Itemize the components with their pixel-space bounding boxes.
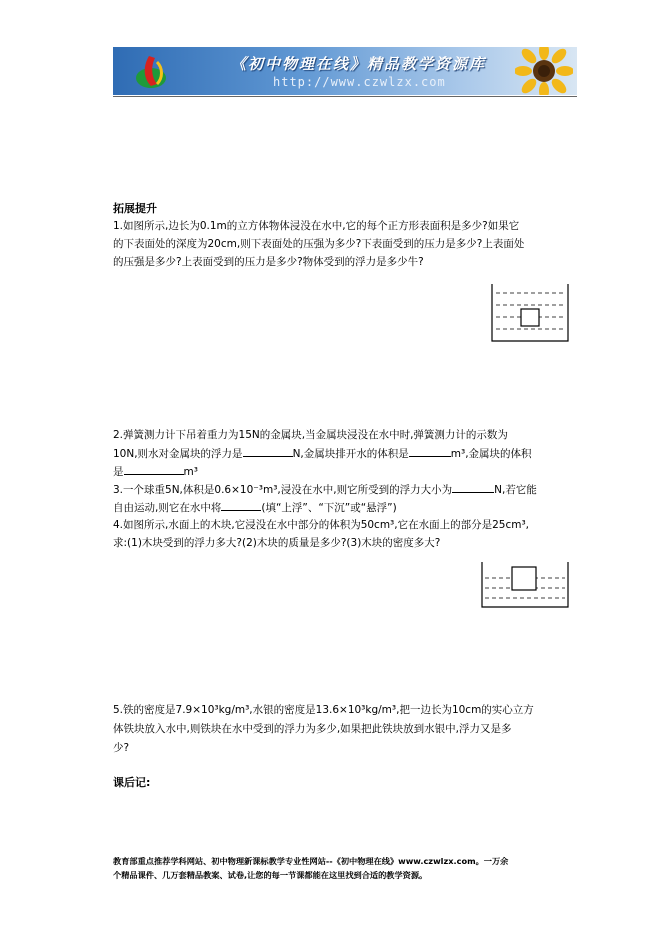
footer-line-2: 个精品课件、几万套精品教案、试卷,让您的每一节课都能在这里找到合适的教学资源。 [113, 870, 428, 880]
q3-blank-state[interactable] [221, 498, 261, 511]
q3-line-2 [113, 498, 575, 518]
beaker-floating-block-diagram [480, 560, 570, 610]
q1-line-2: 的下表面处的深度为20cm,则下表面处的压强为多少?下表面受到的压力是多少?上表面处 [113, 238, 525, 250]
q2-text-a: 10N,则水对金属块的浮力是 [113, 448, 243, 460]
banner-url: http://www.czwlzx.com [273, 75, 446, 89]
q3-blank-buoyancy[interactable] [452, 480, 494, 493]
q3-line-1 [113, 480, 575, 500]
q2-line-2 [113, 444, 575, 464]
q2-text-b: N,金属块排开水的体积是 [292, 448, 409, 460]
q2-line-1: 2.弹簧测力计下吊着重力为15N的金属块,当金属块浸没在水中时,弹簧测力计的示数为 [113, 429, 508, 441]
q2-text-c: m³,金属块的体积 [450, 448, 532, 460]
q2-blank-displaced-volume[interactable] [409, 444, 451, 457]
q4-line-1: 4.如图所示,水面上的木块,它浸没在水中部分的体积为50cm³,它在水面上的部分是25cm³, [113, 519, 530, 531]
q3-text-c: 自由运动,则它在水中将 [113, 502, 222, 514]
q5-line-3: 少? [113, 742, 130, 754]
q5-line-2: 体铁块放入水中,则铁块在水中受到的浮力为多少,如果把此铁块放到水银中,浮力又是多 [113, 723, 512, 735]
q3-text-a: 3.一个球重5N,体积是0.6×10⁻³m³,浸没在水中,则它所受到的浮力大小为 [113, 484, 453, 496]
q2-line-3 [113, 462, 575, 482]
q3-text-d: (填“上浮”、“下沉”或“悬浮”) [261, 502, 397, 514]
logo-icon [133, 52, 173, 92]
beaker-cube-diagram [490, 282, 570, 344]
notes-heading: 课后记: [113, 776, 151, 789]
q3-text-b: N,若它能 [494, 484, 537, 496]
q1-line-3: 的压强是多少?上表面受到的压力是多少?物体受到的浮力是多少牛? [113, 256, 424, 268]
header-divider [113, 96, 577, 97]
q1-line-1: 1.如图所示,边长为0.1m的立方体物体浸没在水中,它的每个正方形表面积是多少?如果它 [113, 220, 520, 232]
q2-blank-volume[interactable] [124, 462, 184, 475]
q5-line-1: 5.铁的密度是7.9×10³kg/m³,水银的密度是13.6×10³kg/m³,把一边长为10cm的实心立方 [113, 704, 534, 716]
footer [113, 854, 575, 882]
header-banner [113, 47, 577, 95]
q2-text-e: m³ [183, 466, 198, 478]
q2-blank-buoyancy[interactable] [243, 444, 293, 457]
q2-text-d: 是 [113, 466, 124, 478]
banner-title: 《初中物理在线》精品教学资源库 [231, 55, 487, 73]
footer-line-1: 教育部重点推荐学科网站、初中物理新课标教学专业性网站--《初中物理在线》www.czwlzx.com。一万余 [113, 856, 509, 866]
section-heading: 拓展提升 [113, 202, 157, 215]
q4-line-2: 求:(1)木块受到的浮力多大?(2)木块的质量是多少?(3)木块的密度多大? [113, 537, 441, 549]
sunflower-icon [515, 47, 573, 95]
